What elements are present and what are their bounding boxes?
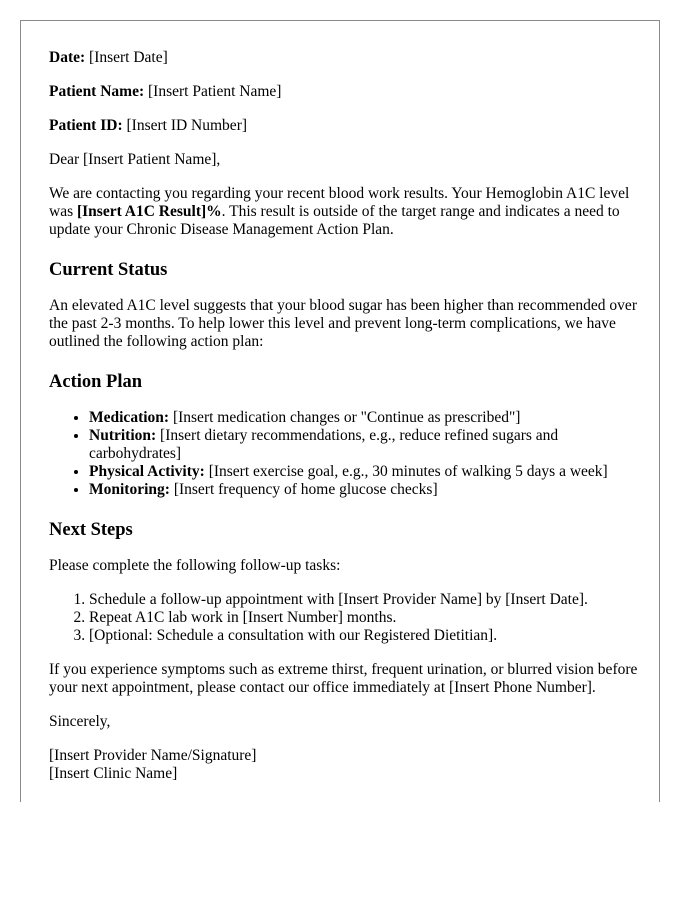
list-item: 1. Schedule a follow-up appointment with [Insert Provider Name] by [Insert Date]. — [89, 591, 641, 609]
date-label: Date: — [49, 49, 86, 66]
letter-page — [20, 20, 660, 802]
patient-name-label: Patient Name: — [49, 83, 145, 100]
letter-content — [49, 49, 641, 783]
action-item-text: [Insert frequency of home glucose checks] — [173, 481, 438, 498]
list-item — [89, 427, 641, 463]
next-steps-heading: Next Steps — [49, 520, 133, 540]
action-item-label: Monitoring: — [89, 481, 170, 498]
patient-id-value: [Insert ID Number] — [126, 117, 248, 134]
intro-text-before: We are contacting you regarding your recent blood work results. Your Hemoglobin A1C level was — [49, 185, 630, 220]
warning-paragraph: If you experience symptoms such as extreme thirst, frequent urination, or blurred vision before your next appointment, please contact our office immediately at [Insert Phone Number]. — [49, 661, 638, 696]
current-status-heading: Current Status — [49, 260, 168, 280]
next-steps-list — [49, 591, 641, 645]
list-item — [89, 409, 641, 427]
action-item-label: Nutrition: — [89, 427, 157, 444]
next-steps-intro: Please complete the following follow-up tasks: — [49, 557, 341, 574]
closing: Sincerely, — [49, 713, 111, 730]
patient-name-value: [Insert Patient Name] — [148, 83, 282, 100]
patient-name-line — [49, 83, 641, 101]
current-status-text: An elevated A1C level suggests that your blood sugar has been higher than recommended over the past 2-3 months. To help lower this level and prevent long-term complications, we have outlined the following action plan: — [49, 297, 637, 350]
action-item-text: [Insert dietary recommendations, e.g., reduce refined sugars and carbohydrates] — [89, 427, 559, 462]
date-line — [49, 49, 641, 67]
intro-paragraph — [49, 185, 641, 239]
signature-block — [49, 747, 641, 783]
list-item — [89, 463, 641, 481]
intro-text-after: . This result is outside of the target range and indicates a need to update your Chronic Disease Management Action Plan. — [49, 203, 620, 238]
action-item-text: [Insert medication changes or "Continue as prescribed"] — [172, 409, 521, 426]
list-item — [89, 481, 641, 499]
action-item-label: Physical Activity: — [89, 463, 205, 480]
a1c-result: [Insert A1C Result]% — [76, 203, 222, 220]
action-plan-heading: Action Plan — [49, 372, 143, 392]
list-item: 2. Repeat A1C lab work in [Insert Number] months. — [89, 609, 641, 627]
list-item: 3. [Optional: Schedule a consultation with our Registered Dietitian]. — [89, 627, 641, 645]
date-value: [Insert Date] — [89, 49, 168, 66]
action-item-text: [Insert exercise goal, e.g., 30 minutes of walking 5 days a week] — [208, 463, 608, 480]
provider-signature: [Insert Provider Name/Signature] — [49, 747, 257, 764]
action-item-label: Medication: — [89, 409, 170, 426]
clinic-name: [Insert Clinic Name] — [49, 765, 178, 782]
patient-id-label: Patient ID: — [49, 117, 123, 134]
action-plan-list — [49, 409, 641, 499]
patient-id-line — [49, 117, 641, 135]
greeting: Dear [Insert Patient Name], — [49, 151, 221, 168]
